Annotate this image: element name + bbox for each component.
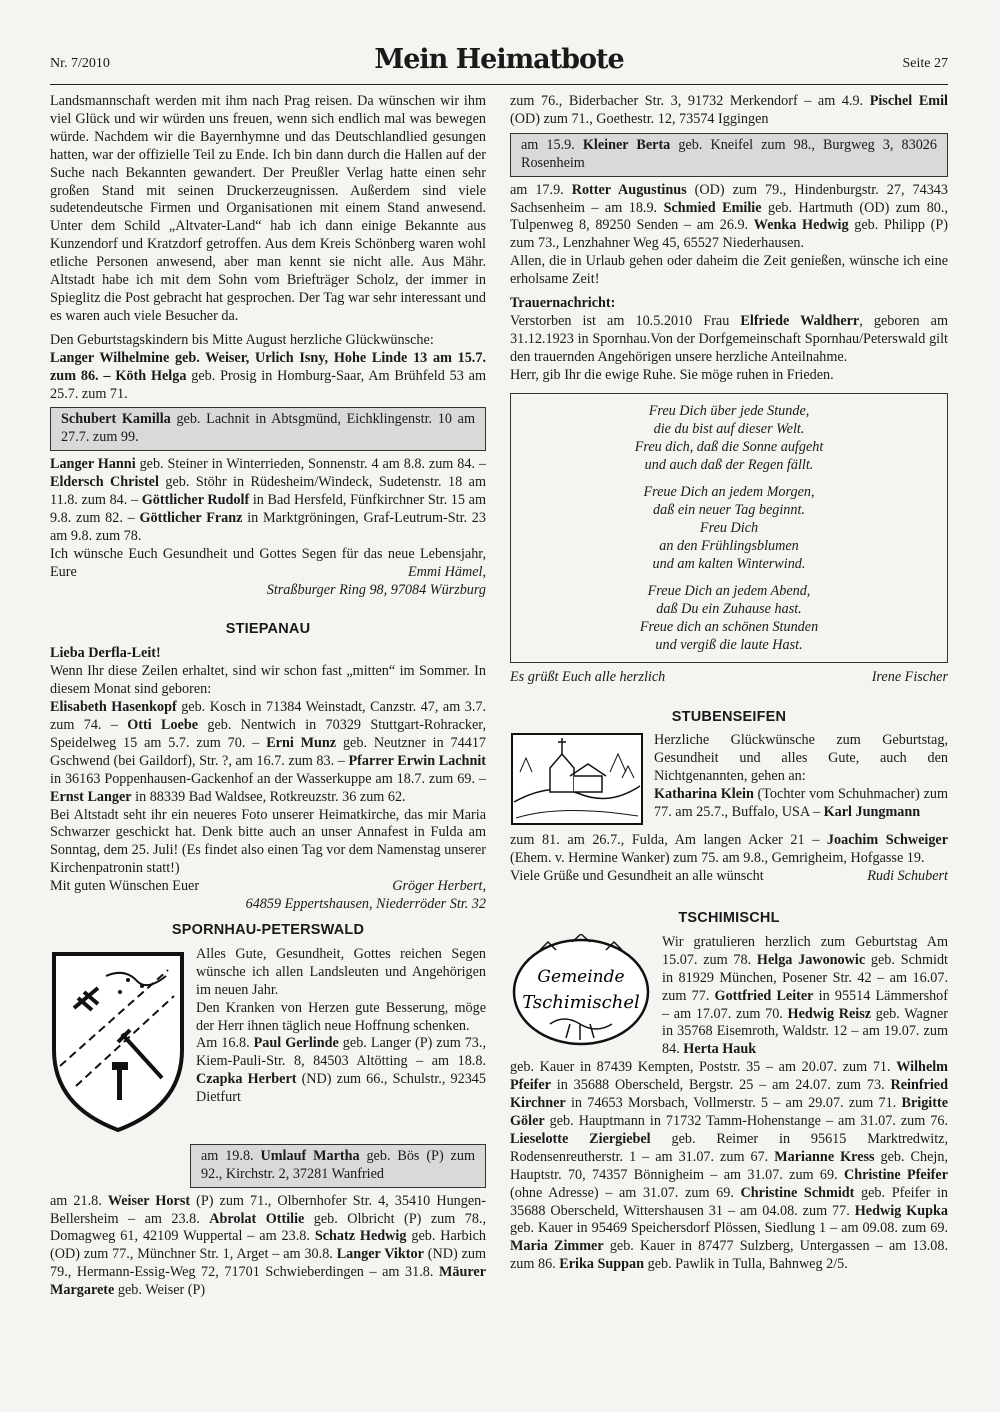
birthday-intro: Den Geburtstagskindern bis Mitte August herzliche Glückwünsche: [50,331,434,348]
signature-groger-address: 64859 Eppertshausen, Niederröder Str. 32 [245,896,486,913]
coat-of-arms-icon [50,946,186,1140]
signature-hamel: Emmi Hämel, [407,563,486,580]
section-title-stiepanau: STIEPANAU [225,621,311,638]
poem-stanza: Freu Dich über jede Stunde, die du bist auf dieser Welt. Freu dich, daß die Sonne aufgeht und auch daß der Regen fällt. [634,402,824,473]
highlight-box-3: am 15.9. Kleiner Berta geb. Kneifel zum 98., Burgweg 3, 83026 Rosenheim [510,133,948,177]
spornhau-list: am 21.8. Weiser Horst (P) zum 71., Olbernhofer Str. 4, 35410 Hungen-Bellersheim – am 23.8. Abrolat Ottilie geb. Olbricht (P) zum 78., Domagweg 61, 42109 Wuppertal – am 23.8. Schatz Hedwig geb. Harbich (OD) zum 77., Münchner Str. 1, Arget – am 30.8. Langer Viktor (ND) zum 79., Hermann-Essig-Weg 72, 71701 Schwieberdingen – am 31.8. Mäurer Margarete geb. Weiser (P) [50,1192,487,1299]
birthday-para-2: Langer Hanni geb. Steiner in Winterrieden, Sonnenstr. 4 am 8.8. zum 84. – Eldersch Christel geb. Stöhr in Rüdesheim/Windeck, Sudetenstr. 18 am 11.8. zum 84. – Göttlicher Rudolf in Bad Hersfeld, Fünfkirchner Str. 15 am 9.8. zum 82. – Göttlicher Franz in Marktgröningen, Graf-Leutrum-Str. 23 am 9.8. zum 78. [50,456,486,544]
spornhau-sick-wish: Den Kranken von Herzen gute Besserung, möge der Herr ihnen täglich neue Hoffnung schenken. [196,999,486,1034]
right-column [510,93,948,1274]
spornhau-greeting: Alles Gute, Gesundheit, Gottes reichen Segen wünsche ich allen Landsleuten und Angehörigen im neuen Jahr. [196,945,486,998]
highlight-box-2: am 19.8. Umlauf Martha geb. Bös (P) zum 92., Kirchstr. 2, 37281 Wanfried [190,1144,486,1188]
section-title-stubenseifen: STUBENSEIFEN [671,708,787,725]
stiepanau-note: Bei Altstadt seht ihr ein neueres Foto unserer Heimatkirche, das mir Maria Schwarzer geschickt hat. Denk bitte auch an unser Annafest in Fulda am Sonntag, dem 25. Juli! (Es findet also einen Tag vor dem Namenstag unserer Kirchenpatronin statt!) [50,806,486,877]
church-icon [510,732,644,832]
tschimischl-text [662,934,948,1059]
left-column [50,93,486,1300]
intro-paragraph: Landsmannschaft werden mit ihm nach Prag reisen. Da wünschen wir ihm viel Glück und wir würden uns freuen, wenn sich endlich mal was bewegen würde. Nachdem wir die Bayernhymne und das Deutschlandlied gesungen hatten, war der offizielle Teil zu Ende. Ich bin dann durch die Hallen auf der Suche nach Bekannten gewandert. Der Preußler Verlag hatte einen sehr großen Stand mit seinen Druckerzeugnissen. Außerdem sind viele sudetendeutsche Firmen und Organisationen mit einem Stand anwesend. Unter dem Schild „Altvater-Land“ hab ich dann einige Bekannte aus Kunzendorf und Kratzdorf getroffen. Aus dem Kreis Schönberg waren wohl etliche Personen anwesend, aber man kennt sie nicht alle. Aus Mähr. Altstadt habe ich mit dem Sohn vom Briefträger Scholz, der immer in Spieglitz die Post gebracht hat gesprochen. Der Tag war sehr interessant und es waren auch viele Besucher da. [50,93,486,324]
stubenseifen-text [654,732,948,832]
issue-number: Nr. 7/2010 [50,56,110,71]
svg-text:Gemeinde: Gemeinde [537,966,625,987]
spornhau-block [50,946,486,1140]
spornhau-birthdays: Am 16.8. Paul Gerlinde geb. Langer (P) zum 73., Kiem-Pauli-Str. 8, 84503 Altötting – am 18.8. Czapka Herbert (ND) zum 66., Schulstr., 92345 Dietfurt [196,1035,486,1106]
section-title-tschimischl: TSCHIMISCHL [678,910,780,927]
poem-signature-row: Es grüßt Euch alle herzlich Irene Fischer [510,668,948,685]
poem-stanza: Freue Dich an jedem Morgen, daß ein neuer Tag beginnt. Freu Dich an den Frühlingsblumen und am kalten Winterwind. [643,483,815,572]
stubenseifen-greeting: Herzliche Glückwünsche zum Geburtstag, Gesundheit und alles Gute, auch den Nichtgenannten, gehen an: [654,732,948,785]
spornhau-text [196,946,486,1140]
greeting: Lieba Derfla-Leit! [50,645,161,662]
wish-text: Ich wünsche Euch Gesundheit und Gottes Segen für das neue Lebensjahr, Eure [50,545,486,580]
poem-box [510,393,948,663]
section-title-spornhau: SPORNHAU-PETERSWALD [171,921,365,938]
tschimischl-block [510,934,948,1059]
continued-birthdays: zum 76., Biderbacher Str. 3, 91732 Merkendorf – am 4.9. Pischel Emil (OD) zum 71., Goethestr. 12, 73574 Iggingen [510,93,948,127]
stiepanau-birthdays: Elisabeth Hasenkopf geb. Kosch in 71384 Weinstadt, Canzstr. 47, am 3.7. zum 74. – Otti Loebe geb. Nentwich in 70329 Stuttgart-Rohracker, Speidelweg 15 am 5.7. zum 70. – Erni Munz geb. Neutzner in 74417 Gschwend (bei Gaildorf), Str. ?, am 16.7. zum 83. – Pfarrer Erwin Lachnit in 36163 Poppenhausen-Gackenhof an der Wasserkuppe am 18.7. zum 69. – Ernst Langer in 88339 Bad Waldsee, Rotkreuzstr. 36 zum 62. [50,699,487,805]
highlight-box-1: Schubert Kamilla geb. Lachnit in Abtsgmünd, Eichklingenstr. 10 am 27.7. zum 99. [50,407,486,451]
stubenseifen-birthdays-b: zum 81. am 26.7., Fulda, Am langen Acker 21 – Joachim Schweiger (Ehem. v. Hermine Wanker) zum 75. am 9.8., Gemrigheim, Hofgasse 19. [510,832,949,867]
signature-row-groger: Mit guten Wünschen Euer Gröger Herbert, [50,878,486,895]
page-header [50,44,948,82]
poem-stanza: Freue Dich an jedem Abend, daß Du ein Zuhause hast. Freue dich an schönen Stunden und vergiß die laute Hast. [639,582,819,653]
birthday-para-1: Langer Wilhelmine geb. Weiser, Urlich Isny, Hohe Linde 13 am 15.7. zum 86. – Köth Helga geb. Prosig in Homburg-Saar, Am Brühfeld 53 am 25.7. zum 71. [50,349,486,402]
tschimischl-logo-icon [510,934,652,1059]
masthead-title: Mein Heimatbote [374,44,624,75]
continued-birthdays-2: am 17.9. Rotter Augustinus (OD) zum 79., Hindenburgstr. 27, 74343 Sachsenheim – am 18.9. Schmied Emilie geb. Hartmuth (OD) zum 80., Tulpenweg 8, 89250 Senden – am 26.9. Wenka Hedwig geb. Philipp (P) zum 73., Lenzhahner Weg 45, 65527 Niederhausen. [510,181,948,252]
stiepanau-intro: Wenn Ihr diese Zeilen erhaltet, sind wir schon fast „mitten“ im Sommer. In diesem Monat sind geboren: [50,663,486,698]
obituary-prayer: Herr, gib Ihr die ewige Ruhe. Sie möge ruhen in Frieden. [510,366,834,383]
page-number: Seite 27 [902,56,948,71]
tschimischl-birthdays-a: Wir gratulieren herzlich zum Geburtstag Am 15.07. zum 78. Helga Jawonowic geb. Schmidt in 81929 München, Posener Str. 42 – am 16.07. zum 77. Gottfried Leiter in 95514 Lämmershof – am 17.07. zum 70. Hedwig Reisz geb. Wagner in 35768 Eisemroth, Waldstr. 12 – am 19.07. zum 84. Herta Hauk [662,933,949,1058]
stubenseifen-birthdays-a: Katharina Klein (Tochter vom Schuhmacher) zum 77. am 25.7., Buffalo, USA – Karl Jungmann [654,786,949,821]
stubenseifen-signature-row: Viele Grüße und Gesundheit an alle wünscht Rudi Schubert [510,868,948,885]
signature-hamel-address: Straßburger Ring 98, 97084 Würzburg [266,581,486,598]
header-rule [50,84,948,85]
svg-text:Tschimischel: Tschimischel [522,991,640,1013]
obituary-title: Trauernachricht: [510,295,616,312]
tschimischl-birthdays-b: geb. Kauer in 87439 Kempten, Poststr. 35 – am 20.07. zum 71. Wilhelm Pfeifer in 35688 Oberscheld, Bergstr. 25 – am 24.07. zum 73. Reinfried Kirchner in 74653 Morsbach, Vollmerstr. 5 – am 29.07. zum 71. Brigitte Göler geb. Hauptmann in 71732 Tamm-Hohenstange – am 31.07. zum 76. Lieselotte Ziergiebel geb. Reimer in 95615 Marktredwitz, Rodensenreutherstr. 1 – am 31.07. zum 67. Marianne Kress geb. Chejn, Hauptstr. 70, 74357 Bönnigheim – am 31.07. zum 69. Christine Pfeifer (ohne Adresse) – am 31.07. zum 69. Christine Schmidt geb. Pfeifer in 35688 Oberscheld, Wittershausen 31 – am 04.08. zum 77. Hedwig Kupka geb. Kauer in 95469 Speichersdorf Plössen, Siedlung 1 – am 09.08. zum 69. Maria Zimmer geb. Kauer in 87477 Sulzberg, Untergassen – am 13.08. zum 86. Erika Suppan geb. Pawlik in Tulla, Bahnweg 2/5. [510,1059,948,1273]
holiday-wish: Allen, die in Urlaub gehen oder daheim die Zeit genießen, wünsche ich eine erholsame Zeit! [510,253,948,288]
stubenseifen-block [510,732,948,832]
obituary-text: Verstorben ist am 10.5.2010 Frau Elfriede Waldherr, geboren am 31.12.1923 in Spornhau.Von der Dorfgemeinschaft Spornhau/Peterswald gilt den trauernden Angehörigen unsere herzliche Anteilnahme. [510,312,948,365]
